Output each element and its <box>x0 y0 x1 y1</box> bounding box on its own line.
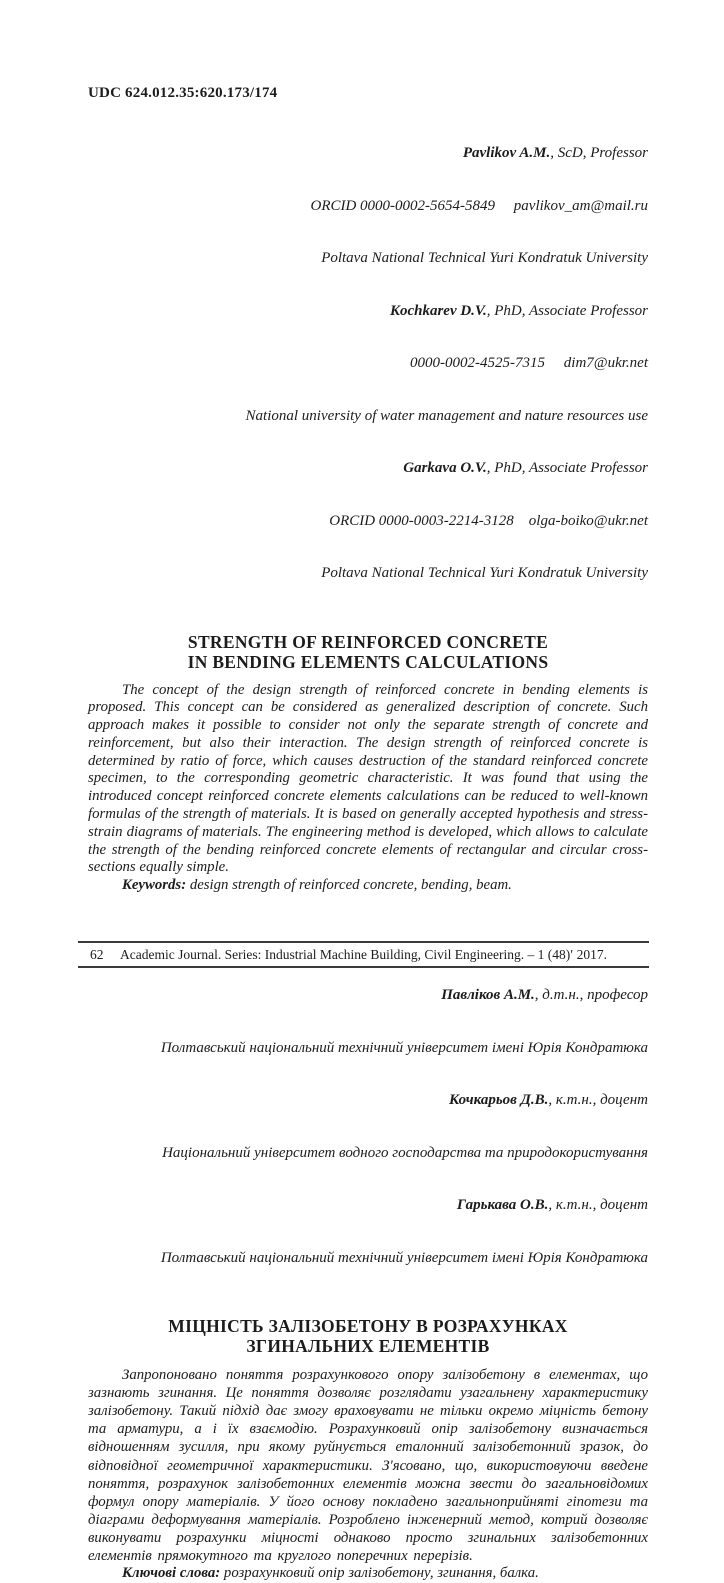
keywords-en <box>88 877 648 895</box>
author-name: Павліков А.М. <box>441 987 535 1004</box>
author-name: Pavlikov A.M. <box>462 145 551 161</box>
title-line-2: ЗГИНАЛЬНИХ ЕЛЕМЕНТІВ <box>246 1336 490 1357</box>
page-number: 62 <box>90 946 104 962</box>
author-credentials: , к.т.н., доцент <box>548 1197 648 1214</box>
keywords-text: розрахунковий опір залізобетону, згинання, балка. <box>220 1565 539 1582</box>
article-title-en <box>88 632 648 672</box>
keywords-label: Keywords: <box>122 877 187 894</box>
author-affiliation-line <box>88 1040 648 1058</box>
author-orcid-line <box>88 355 648 373</box>
authors-block-ua <box>88 952 648 1302</box>
author-name: Гарькава О.В. <box>456 1197 549 1214</box>
abstract-en: The concept of the design strength of reinforced concrete in bending elements is proposed. This concept can be considered as generalized description of concrete. Such approach makes it possible to consider not only the separate strength of concrete and reinforcement, but also their interaction. The design strength of reinforced concrete is determined by ratio of force, which causes destruction of the standard reinforced concrete specimen, to the corresponding geometric characteristic. It was found that using the introduced concept reinforced concrete elements calculations can be reduced to well-known formulas of the strength of materials. It is based on generally accepted hypothesis and stress-strain diagrams of materials. The engineering method is developed, which allows to calculate the strength of the bending reinforced concrete elements of rectangular and circular cross-sections equally simple. <box>88 681 648 876</box>
author-orcid-line <box>88 513 648 531</box>
title-line-1: STRENGTH OF REINFORCED CONCRETE <box>187 631 549 652</box>
keywords-ua <box>88 1565 648 1583</box>
author-line <box>88 987 648 1005</box>
author-line <box>88 1092 648 1110</box>
author-affiliation: Полтавський національний технічний університет імені Юрія Кондратюка <box>160 1039 648 1056</box>
author-affiliation: Національний університет водного господарства та природокористування <box>162 1144 648 1161</box>
author-affiliation-line <box>88 408 648 426</box>
authors-block-en <box>88 110 648 618</box>
author-name: Kochkarev D.V. <box>389 302 487 319</box>
article-title-ua <box>88 1316 648 1356</box>
author-orcid-email: ORCID 0000-0003-2214-3128 olga-boiko@ukr.net <box>329 512 648 529</box>
journal-title: Academic Journal. Series: Industrial Machine Building, Civil Engineering. – 1 (48)′ 2017. <box>120 946 607 962</box>
author-affiliation-line <box>88 1250 648 1268</box>
author-credentials: , PhD, Associate Professor <box>486 460 648 476</box>
abstract-ua: Запропоновано поняття розрахункового опору залізобетону в елементах, що зазнають згинання. Це поняття дозволяє розглядати узагальнену характеристику залізобетону. Такий підхід дає змогу враховувати не тільки окремо міцність бетону та арматури, а і їх взаємодію. Розрахунковий опір залізобетону визначається відношенням зусилля, при якому руйнується еталонний залізобетонний зразок, до відповідної геометричної характеристики. З'ясовано, що, використовуючи введене поняття, розрахунок залізобетонних елементів можна звести до загальновідомих формул опору матеріалів. У його основу покладено загальноприйняті гіпотези та діаграми деформування матеріалів. Розроблено інженерний метод, котрий дозволяє виконувати розрахунки міцності однаково просто згинальних залізобетонних елементів прямокутного та круглого поперечних перерізів. <box>88 1367 648 1564</box>
author-affiliation: Полтавський національний технічний університет імені Юрія Кондратюка <box>160 1249 648 1266</box>
author-line <box>88 303 648 321</box>
author-line <box>88 145 648 163</box>
author-affiliation-line <box>88 1145 648 1163</box>
author-affiliation: Poltava National Technical Yuri Kondratuk University <box>321 565 648 581</box>
author-name: Кочкарьов Д.В. <box>449 1092 549 1109</box>
author-affiliation-line <box>88 565 648 583</box>
title-line-1: МІЦНІСТЬ ЗАЛІЗОБЕТОНУ В РОЗРАХУНКАХ <box>168 1316 568 1337</box>
author-affiliation: National university of water management and nature resources use <box>245 407 648 424</box>
author-line <box>88 1197 648 1215</box>
udc-number: UDC 624.012.35:620.173/174 <box>88 85 278 101</box>
author-credentials: , к.т.н., доцент <box>548 1092 648 1109</box>
author-credentials: , PhD, Associate Professor <box>486 302 648 319</box>
author-credentials: , д.т.н., професор <box>534 987 648 1004</box>
author-line <box>88 460 648 478</box>
author-orcid-line <box>88 198 648 216</box>
author-name: Garkava O.V. <box>403 460 487 476</box>
author-orcid-email: ORCID 0000-0002-5654-5849 pavlikov_am@mail.ru <box>310 197 648 214</box>
page-footer <box>78 941 649 968</box>
author-affiliation-line <box>88 250 648 268</box>
author-orcid-email: 0000-0002-4525-7315 dim7@ukr.net <box>410 355 648 371</box>
keywords-text: design strength of reinforced concrete, bending, beam. <box>186 877 512 894</box>
keywords-label: Ключові слова: <box>122 1565 221 1582</box>
author-affiliation: Poltava National Technical Yuri Kondratuk University <box>321 250 648 266</box>
author-credentials: , ScD, Professor <box>550 145 648 161</box>
title-line-2: IN BENDING ELEMENTS CALCULATIONS <box>187 651 549 672</box>
